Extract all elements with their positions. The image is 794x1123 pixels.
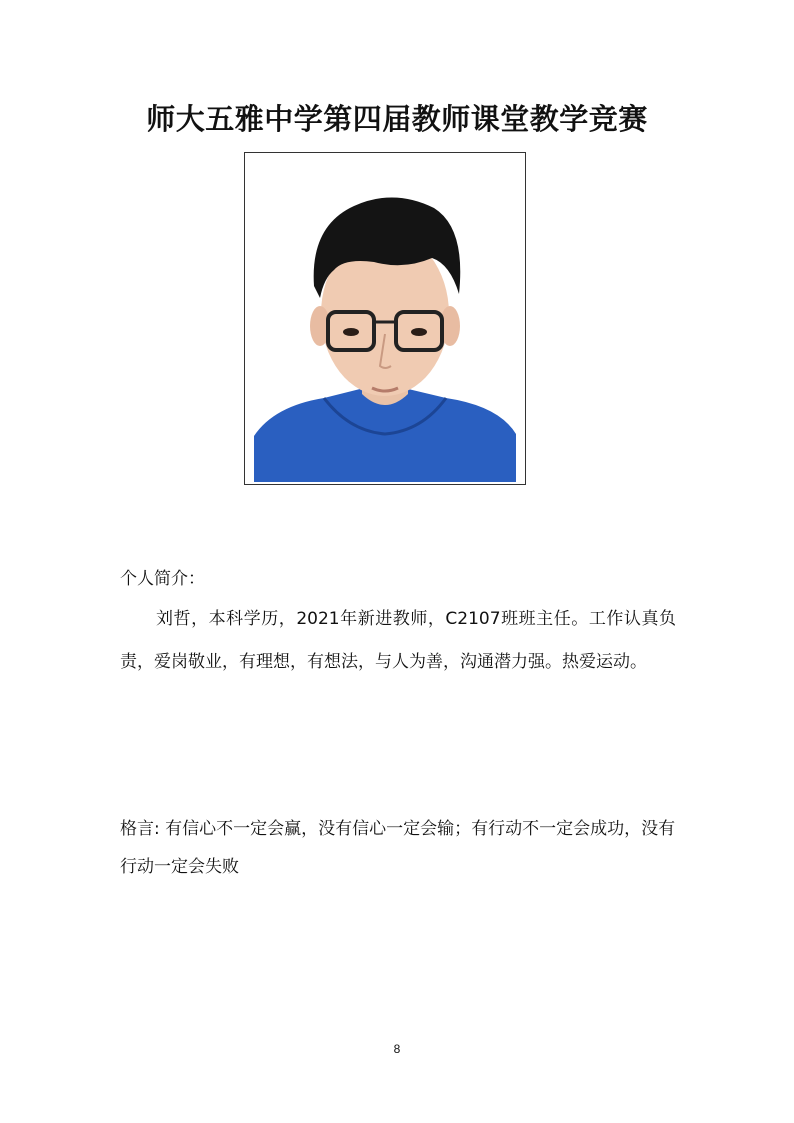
portrait-photo [254, 166, 516, 482]
portrait-photo-frame [244, 152, 526, 485]
intro-label: 个人简介： [120, 569, 205, 589]
bio-paragraph: 刘哲，本科学历，2021年新进教师，C2107班班主任。工作认真负责，爱岗敬业，有理想，有想法，与人为善，沟通潜力强。热爱运动。 [120, 609, 676, 672]
page-number: 8 [393, 1042, 401, 1056]
motto [120, 810, 680, 886]
page-title: 师大五雅中学第四届教师课堂教学竞赛 [146, 102, 648, 136]
motto-text: 有信心不一定会赢，没有信心一定会输；有行动不一定会成功，没有行动一定会失败 [120, 819, 676, 877]
motto-label: 格言: [120, 819, 160, 839]
